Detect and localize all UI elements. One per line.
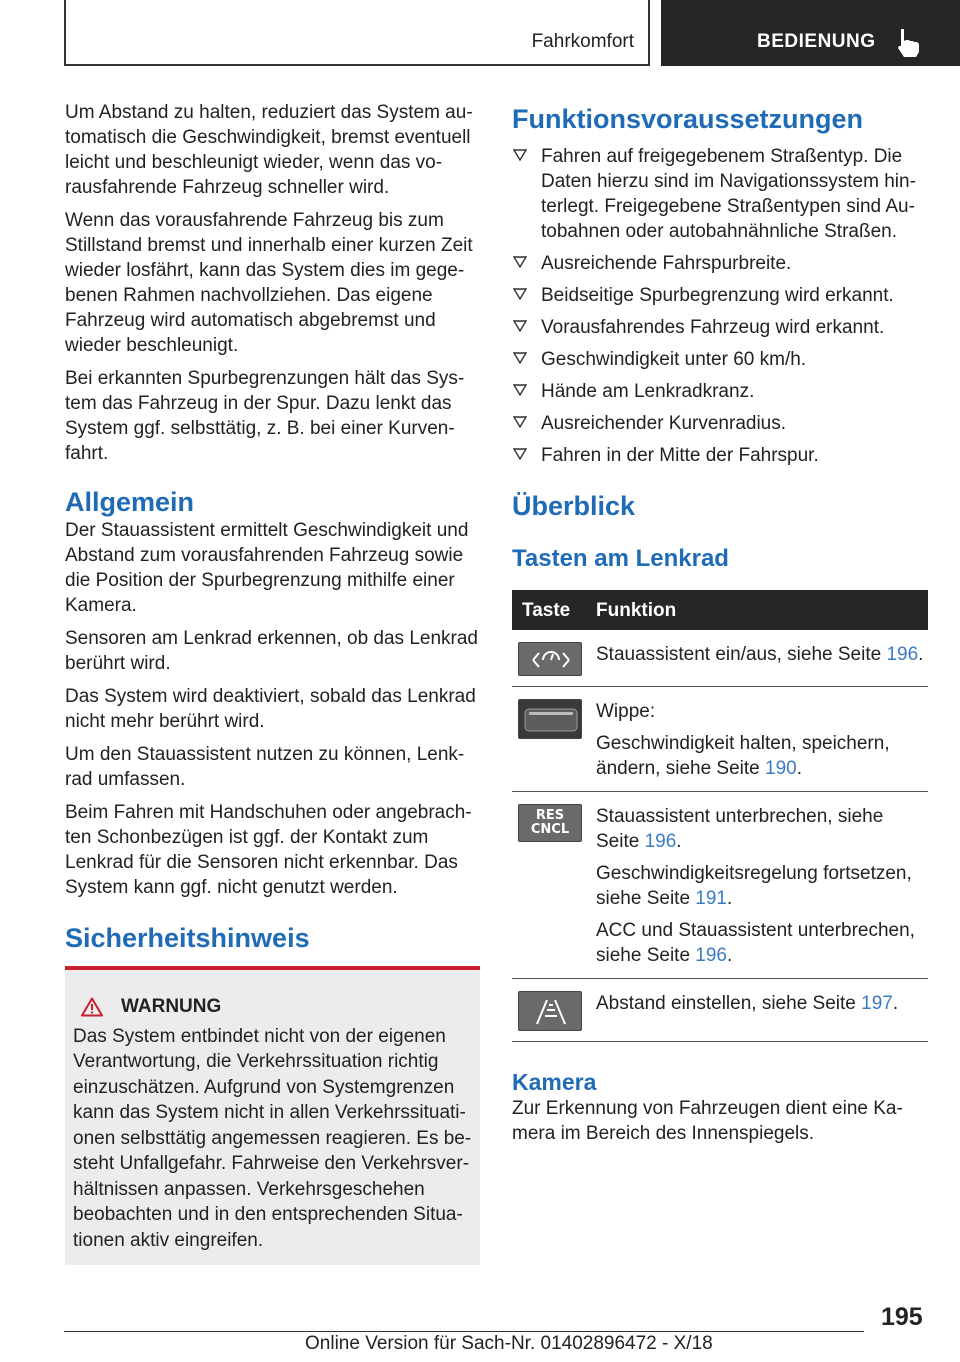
triangle-bullet-icon xyxy=(513,288,527,300)
heading-sicherheitshinweis: Sicherheitshinweis xyxy=(65,923,310,953)
heading-ueberblick: Überblick xyxy=(512,491,636,521)
heading-kamera: Kamera xyxy=(512,1069,597,1095)
list-item xyxy=(512,347,928,372)
triangle-bullet-icon xyxy=(513,416,527,428)
page-link[interactable]: 196 xyxy=(644,831,677,852)
warning-title: WARNUNG xyxy=(121,996,222,1017)
column-header-taste: Taste xyxy=(512,590,590,630)
page-link[interactable]: 191 xyxy=(695,888,727,909)
function-text: ACC und Stauassistent unterbrechen, siehe Seite 196. xyxy=(596,920,915,966)
table-header-row xyxy=(512,590,928,630)
triangle-bullet-icon xyxy=(513,448,527,460)
pointing-hand-icon xyxy=(895,28,923,58)
body-paragraph: Um den Stauassistent nutzen zu können, Lenkrad umfassen. xyxy=(65,744,465,790)
intro-paragraph: Wenn das vorausfahrende Fahrzeug bis zum Stillstand bremst und innerhalb einer kurzen Zeit wieder losfährt, kann das System dies im gegebenen Rahmen nachvollziehen. Das eigene Fahrzeug wird automatisch abgebremst und wieder beschleunigt. xyxy=(65,210,473,356)
triangle-bullet-icon xyxy=(513,149,527,161)
intro-paragraph: Bei erkannten Spurbegrenzungen hält das System das Fahrzeug in der Spur. Dazu lenkt das System ggf. selbsttätig, z. B. bei einer Kurvenfahrt. xyxy=(65,368,465,464)
table-row xyxy=(512,979,928,1042)
list-item xyxy=(512,379,928,404)
triangle-bullet-icon xyxy=(513,256,527,268)
conditions-list xyxy=(512,144,928,468)
camera-paragraph: Zur Erkennung von Fahrzeugen dient eine Kamera im Bereich des Innenspiegels. xyxy=(512,1098,903,1144)
page-link[interactable]: 197 xyxy=(861,993,893,1014)
condition-text: Fahren in der Mitte der Fahrspur. xyxy=(541,445,819,466)
header-chapter-tab xyxy=(661,0,960,66)
function-text: Geschwindigkeitsregelung fortsetzen, siehe Seite 191. xyxy=(596,863,912,909)
warning-box xyxy=(65,966,480,1265)
heading-allgemein: Allgemein xyxy=(65,487,195,517)
body-paragraph: Der Stauassistent ermittelt Geschwindigkeit und Abstand zum vorausfahrenden Fahrzeug sowie die Position der Spurbegrenzung mithilfe einer Kamera. xyxy=(65,520,469,616)
chapter-title: BEDIENUNG xyxy=(757,31,876,52)
table-row xyxy=(512,792,928,979)
rocker-switch-icon xyxy=(518,699,582,739)
footer-online-version: Online Version für Sach-Nr. 01402896472 - X/18 xyxy=(305,1333,713,1354)
lane-assist-key-icon xyxy=(518,642,582,676)
left-column xyxy=(65,100,480,1265)
page-link[interactable]: 190 xyxy=(765,758,797,779)
list-item xyxy=(512,315,928,340)
body-paragraph: Das System wird deaktiviert, sobald das Lenkrad nicht mehr berührt wird. xyxy=(65,686,476,732)
intro-paragraph: Um Abstand zu halten, reduziert das System automatisch die Geschwindigkeit, bremst eventuell leicht und beschleunigt wieder, wenn das vorausfahrende Fahrzeug schneller wird. xyxy=(65,102,473,198)
function-text: Wippe: xyxy=(596,701,656,722)
heading-tasten-am-lenkrad: Tasten am Lenkrad xyxy=(512,545,729,572)
list-item xyxy=(512,283,928,308)
table-row xyxy=(512,630,928,687)
condition-text: Geschwindigkeit unter 60 km/h. xyxy=(541,349,807,370)
header-section-tab xyxy=(64,0,650,66)
heading-funktionsvoraussetzungen: Funktionsvoraussetzungen xyxy=(512,104,864,134)
footer-divider xyxy=(64,1331,864,1332)
body-paragraph: Beim Fahren mit Handschuhen oder angebrachten Schonbezügen ist ggf. der Kontakt zum Lenkrad für die Sensoren nicht erkennbar. Das System kann ggf. nicht genutzt werden. xyxy=(65,802,472,898)
res-cncl-key-icon xyxy=(518,804,582,842)
column-header-funktion: Funktion xyxy=(590,590,928,630)
keys-table xyxy=(512,590,928,1042)
distance-key-icon xyxy=(518,991,582,1031)
body-paragraph: Sensoren am Lenkrad erkennen, ob das Lenkrad berührt wird. xyxy=(65,628,478,674)
triangle-bullet-icon xyxy=(513,352,527,364)
page-number: 195 xyxy=(881,1303,923,1331)
function-text: Stauassistent ein/aus, siehe Seite 196. xyxy=(596,644,924,665)
list-item xyxy=(512,411,928,436)
page-link[interactable]: 196 xyxy=(695,945,727,966)
right-column xyxy=(512,100,928,1154)
condition-text: Hände am Lenkradkranz. xyxy=(541,381,755,402)
warning-header xyxy=(73,994,472,1020)
section-title: Fahrkomfort xyxy=(531,31,634,52)
page-link[interactable]: 196 xyxy=(886,644,919,665)
res-cncl-label: RES CNCL xyxy=(530,808,570,837)
function-text: Geschwindigkeit halten, speichern, ändern, siehe Seite 190. xyxy=(596,733,890,779)
function-text: Abstand einstellen, siehe Seite 197. xyxy=(596,993,899,1014)
condition-text: Vorausfahrendes Fahrzeug wird erkannt. xyxy=(541,317,885,338)
list-item xyxy=(512,144,928,244)
warning-triangle-icon xyxy=(81,997,103,1017)
function-text: Stauassistent unterbrechen, siehe Seite 196. xyxy=(596,806,884,852)
condition-text: Ausreichende Fahrspurbreite. xyxy=(541,253,792,274)
table-row xyxy=(512,687,928,792)
list-item xyxy=(512,443,928,468)
condition-text: Ausreichender Kurvenradius. xyxy=(541,413,787,434)
condition-text: Beidseitige Spurbegrenzung wird erkannt. xyxy=(541,285,894,306)
warning-text: Das System entbindet nicht von der eigenen Verantwortung, die Verkehrssituation richtig einzuschätzen. Aufgrund von Systemgrenzen kann das System nicht in allen Verkehrssituationen selbsttätig angemessen reagieren. Es besteht Unfallgefahr. Fahrweise den Verkehrsverhältnissen anpassen. Verkehrsgeschehen beobachten und in den entsprechenden Situationen aktiv eingreifen. xyxy=(73,1025,472,1251)
triangle-bullet-icon xyxy=(513,384,527,396)
list-item xyxy=(512,251,928,276)
triangle-bullet-icon xyxy=(513,320,527,332)
condition-text: Fahren auf freigegebenem Straßentyp. Die Daten hierzu sind im Navigationssystem hinterlegt. Freigegebene Straßentypen sind Autobahnen oder autobahnähnliche Straßen. xyxy=(541,146,916,242)
